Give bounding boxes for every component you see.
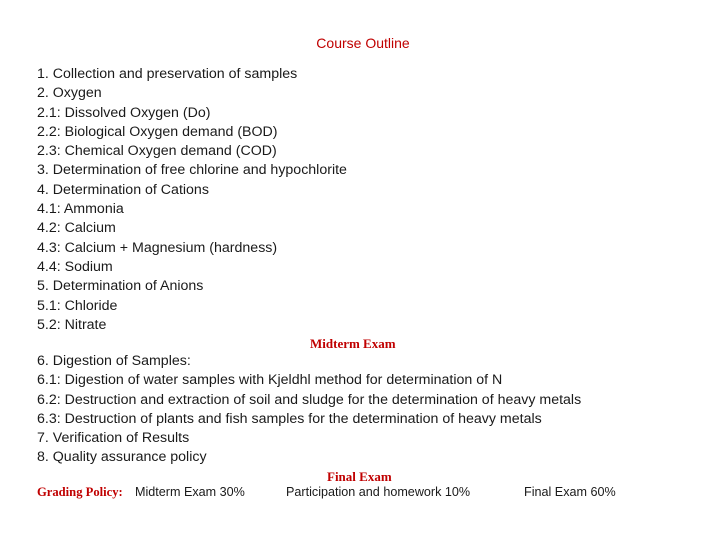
outline-item: 6.1: Digestion of water samples with Kjeldhl method for determination of N xyxy=(37,372,503,389)
outline-item: 4.4: Sodium xyxy=(37,258,113,275)
outline-item: 4.2: Calcium xyxy=(37,220,116,237)
outline-item: 8. Quality assurance policy xyxy=(37,449,207,466)
outline-list-part2 xyxy=(37,352,581,468)
outline-item: 7. Verification of Results xyxy=(37,430,190,447)
outline-item: 5.2: Nitrate xyxy=(37,316,107,333)
page-title: Course Outline xyxy=(316,35,410,51)
final-exam-heading: Final Exam xyxy=(327,469,392,484)
outline-item: 6.2: Destruction and extraction of soil and sludge for the determination of heavy metals xyxy=(37,391,582,408)
outline-item: 3. Determination of free chlorine and hypochlorite xyxy=(37,162,347,179)
grading-final: Final Exam 60% xyxy=(524,485,616,499)
outline-item: 4. Determination of Cations xyxy=(37,181,209,198)
outline-item: 4.1: Ammonia xyxy=(37,201,124,218)
grading-policy-label: Grading Policy: xyxy=(37,485,123,499)
outline-item: 2. Oxygen xyxy=(37,85,102,102)
grading-participation: Participation and homework 10% xyxy=(286,485,471,499)
outline-item: 5.1: Chloride xyxy=(37,297,118,314)
outline-item: 6.3: Destruction of plants and fish samples for the determination of heavy metals xyxy=(37,410,542,427)
grading-policy xyxy=(0,485,720,503)
outline-item: 1. Collection and preservation of samples xyxy=(37,66,298,82)
outline-item: 6. Digestion of Samples: xyxy=(37,353,191,369)
outline-item: 2.3: Chemical Oxygen demand (COD) xyxy=(37,143,277,160)
outline-item: 5. Determination of Anions xyxy=(37,278,204,295)
outline-item: 2.2: Biological Oxygen demand (BOD) xyxy=(37,123,278,140)
outline-list-part1 xyxy=(37,65,347,335)
outline-item: 2.1: Dissolved Oxygen (Do) xyxy=(37,104,211,121)
midterm-exam-heading: Midterm Exam xyxy=(310,336,396,351)
grading-midterm: Midterm Exam 30% xyxy=(135,485,245,499)
outline-item: 4.3: Calcium + Magnesium (hardness) xyxy=(37,239,278,256)
